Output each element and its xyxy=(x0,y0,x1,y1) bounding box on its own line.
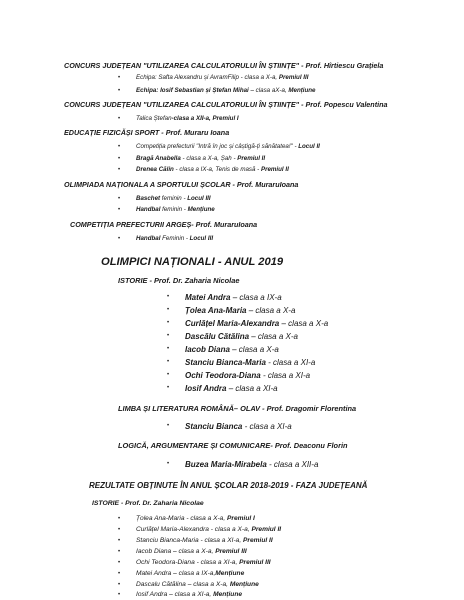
bullet-icon: • xyxy=(118,571,121,577)
list-item: Echipa: Safta Alexandru și AvramFilip - clasa a X-a, Premiul III xyxy=(136,74,309,81)
bullet-icon: • xyxy=(167,346,170,352)
result-entry: Dascalu Cătălina – clasa a X-a, Mențiune xyxy=(136,581,259,588)
bullet-icon: • xyxy=(118,75,121,81)
bullet-icon: • xyxy=(167,307,170,313)
bullet-icon: • xyxy=(118,527,121,533)
bullet-icon: • xyxy=(167,359,170,365)
student-entry: Dascălu Cătălina – clasa a X-a xyxy=(185,332,298,341)
bullet-icon: • xyxy=(167,385,170,391)
bullet-icon: • xyxy=(118,582,121,588)
list-item: Competiția prefecturii "Intră în joc și câștigă-ți sănătatea!" - Locul II xyxy=(136,143,320,150)
result-entry: Țolea Ana-Maria - clasa a X-a, Premiul I xyxy=(136,515,255,522)
student-entry: Buzea Maria-Mirabela - clasa a XII-a xyxy=(185,460,319,469)
result-entry: Ochi Teodora-Diana - clasa a XI-a, Premiul III xyxy=(136,559,271,566)
list-item: Handbal feminin - Mențiune xyxy=(136,206,215,213)
subject-heading: LIMBA ȘI LITERATURA ROMÂNĂ– OLAV - Prof. Dragomir Florentina xyxy=(118,404,357,413)
section-title: REZULTATE OBȚINUTE ÎN ANUL ȘCOLAR 2018-2019 - FAZA JUDEȚEANĂ xyxy=(89,481,368,490)
subject-heading: ISTORIE - Prof. Dr. Zaharia Nicolae xyxy=(92,500,204,507)
result-entry: Matei Andra – clasa a IX-a,Mențiune xyxy=(136,570,245,577)
bullet-icon: • xyxy=(167,333,170,339)
bullet-icon: • xyxy=(167,423,170,429)
section-heading: OLIMPIADA NAȚIONALA A SPORTULUI ȘCOLAR - Prof. MuraruIoana xyxy=(64,180,299,189)
bullet-icon: • xyxy=(167,320,170,326)
page-title: OLIMPICI NAȚIONALI - ANUL 2019 xyxy=(101,256,284,268)
section-heading: EDUCAȚIE FIZICĂȘI SPORT - Prof. Muraru Ioana xyxy=(64,128,230,137)
bullet-icon: • xyxy=(118,196,121,202)
list-item: Baschet feminin - Locul III xyxy=(136,195,211,202)
list-item: Echipa: Iosif Sebastian și Ștefan Mihai – clasa aX-a, Mențiune xyxy=(136,87,316,94)
bullet-icon: • xyxy=(118,167,121,173)
bullet-icon: • xyxy=(118,560,121,566)
result-entry: Stanciu Bianca-Maria - clasa a XI-a, Premiul II xyxy=(136,537,273,544)
bullet-icon: • xyxy=(167,294,170,300)
result-entry: Curlățel Maria-Alexandra - clasa a X-a, Premiul II xyxy=(136,526,282,533)
student-entry: Iosif Andra – clasa a XI-a xyxy=(185,384,278,393)
section-heading: CONCURS JUDEȚEAN "UTILIZAREA CALCULATORULUI ÎN ȘTIINȚE" - Prof. Hîrtiescu Grațiela xyxy=(64,61,384,70)
student-entry: Iacob Diana – clasa a X-a xyxy=(185,345,279,354)
list-item: Bragă Anabella - clasa a X-a, Șah - Premiul II xyxy=(136,155,266,162)
student-entry: Țolea Ana-Maria – clasa a X-a xyxy=(185,306,296,315)
bullet-icon: • xyxy=(118,207,121,213)
bullet-icon: • xyxy=(167,372,170,378)
list-item: Talica Ștefan-clasa a XII-a, Premiul I xyxy=(136,115,239,122)
bullet-icon: • xyxy=(118,88,121,94)
student-entry: Ochi Teodora-Diana - clasa a XI-a xyxy=(185,371,311,380)
bullet-icon: • xyxy=(118,144,121,150)
bullet-icon: • xyxy=(118,592,121,598)
bullet-icon: • xyxy=(167,461,170,467)
section-heading: COMPETIȚIA PREFECTURII ARGEȘ- Prof. MuraruIoana xyxy=(70,220,258,229)
bullet-icon: • xyxy=(118,538,121,544)
result-entry: Iosif Andra – clasa a XI-a, Mențiune xyxy=(136,591,243,598)
student-entry: Curlățel Maria-Alexandra – clasa a X-a xyxy=(185,319,329,328)
subject-heading: ISTORIE - Prof. Dr. Zaharia Nicolae xyxy=(118,276,240,285)
bullet-icon: • xyxy=(118,156,121,162)
bullet-icon: • xyxy=(118,516,121,522)
subject-heading: LOGICĂ, ARGUMENTARE ȘI COMUNICARE- Prof. Deaconu Florin xyxy=(118,441,348,450)
list-item: Drenea Călin - clasa a IX-a, Tenis de masă - Premiul II xyxy=(136,166,289,173)
list-item: Handbal Feminin - Locul III xyxy=(136,235,214,242)
bullet-icon: • xyxy=(118,549,121,555)
bullet-icon: • xyxy=(118,116,121,122)
result-entry: Iacob Diana – clasa a X-a, Premiul III xyxy=(136,548,247,555)
student-entry: Stanciu Bianca-Maria - clasa a XI-a xyxy=(185,358,316,367)
student-entry: Stanciu Bianca - clasa a XI-a xyxy=(185,422,292,431)
student-entry: Matei Andra – clasa a IX-a xyxy=(185,293,282,302)
section-heading: CONCURS JUDEȚEAN "UTILIZAREA CALCULATORULUI ÎN ȘTIINȚE" - Prof. Popescu Valentina xyxy=(64,100,388,109)
bullet-icon: • xyxy=(118,236,121,242)
